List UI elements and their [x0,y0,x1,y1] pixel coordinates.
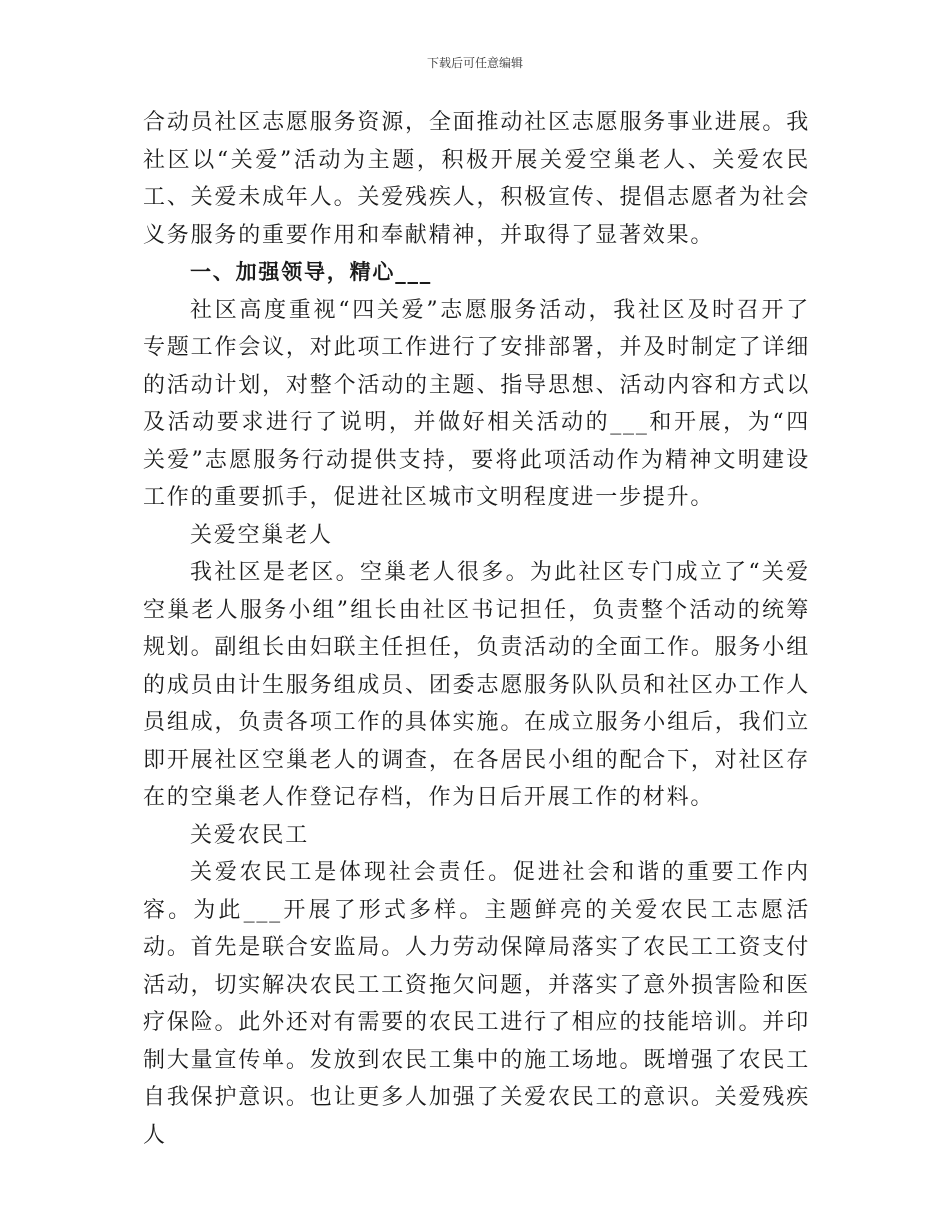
document-body [143,104,810,1154]
section-heading: 一、加强领导，精心___ [190,260,433,284]
paragraph-intro: 合动员社区志愿服务资源，全面推动社区志愿服务事业进展。我社区以“关爱”活动为主题，积极开展关爱空巢老人、关爱农民工、关爱未成年人。关爱残疾人，积极宣传、提倡志愿者为社会义务服务的重要作用和奉献精神，并取得了显著效果。 [143,110,810,248]
paragraph-migrant-workers: 关爱农民工是体现社会责任。促进社会和谐的重要工作内容。为此___开展了形式多样。主题鲜亮的关爱农民工志愿活动。首先是联合安监局。人力劳动保障局落实了农民工工资支付活动，切实解决农民工工资拖欠问题，并落实了意外损害险和医疗保险。此外还对有需要的农民工进行了相应的技能培训。并印制大量宣传单。发放到农民工集中的施工场地。既增强了农民工自我保护意识。也让更多人加强了关爱农民工的意识。关爱残疾人 [143,860,810,1148]
subheading-elderly: 关爱空巢老人 [190,522,333,548]
page-header: 下载后可任意编辑 [426,56,523,70]
paragraph-elderly: 我社区是老区。空巢老人很多。为此社区专门成立了“关爱空巢老人服务小组”组长由社区书记担任，负责整个活动的统筹规划。副组长由妇联主任担任，负责活动的全面工作。服务小组的成员由计生服务组成员、团委志愿服务队队员和社区办工作人员组成，负责各项工作的具体实施。在成立服务小组后，我们立即开展社区空巢老人的调查，在各居民小组的配合下，对社区存在的空巢老人作登记存档，作为日后开展工作的材料。 [143,560,810,810]
subheading-migrant-workers: 关爱农民工 [190,822,310,848]
paragraph-leadership: 社区高度重视“四关爱”志愿服务活动，我社区及时召开了专题工作会议，对此项工作进行了安排部署，并及时制定了详细的活动计划，对整个活动的主题、指导思想、活动内容和方式以及活动要求进行了说明，并做好相关活动的___和开展，为“四关爱”志愿服务行动提供支持，要将此项活动作为精神文明建设工作的重要抓手，促进社区城市文明程度进一步提升。 [143,297,810,510]
